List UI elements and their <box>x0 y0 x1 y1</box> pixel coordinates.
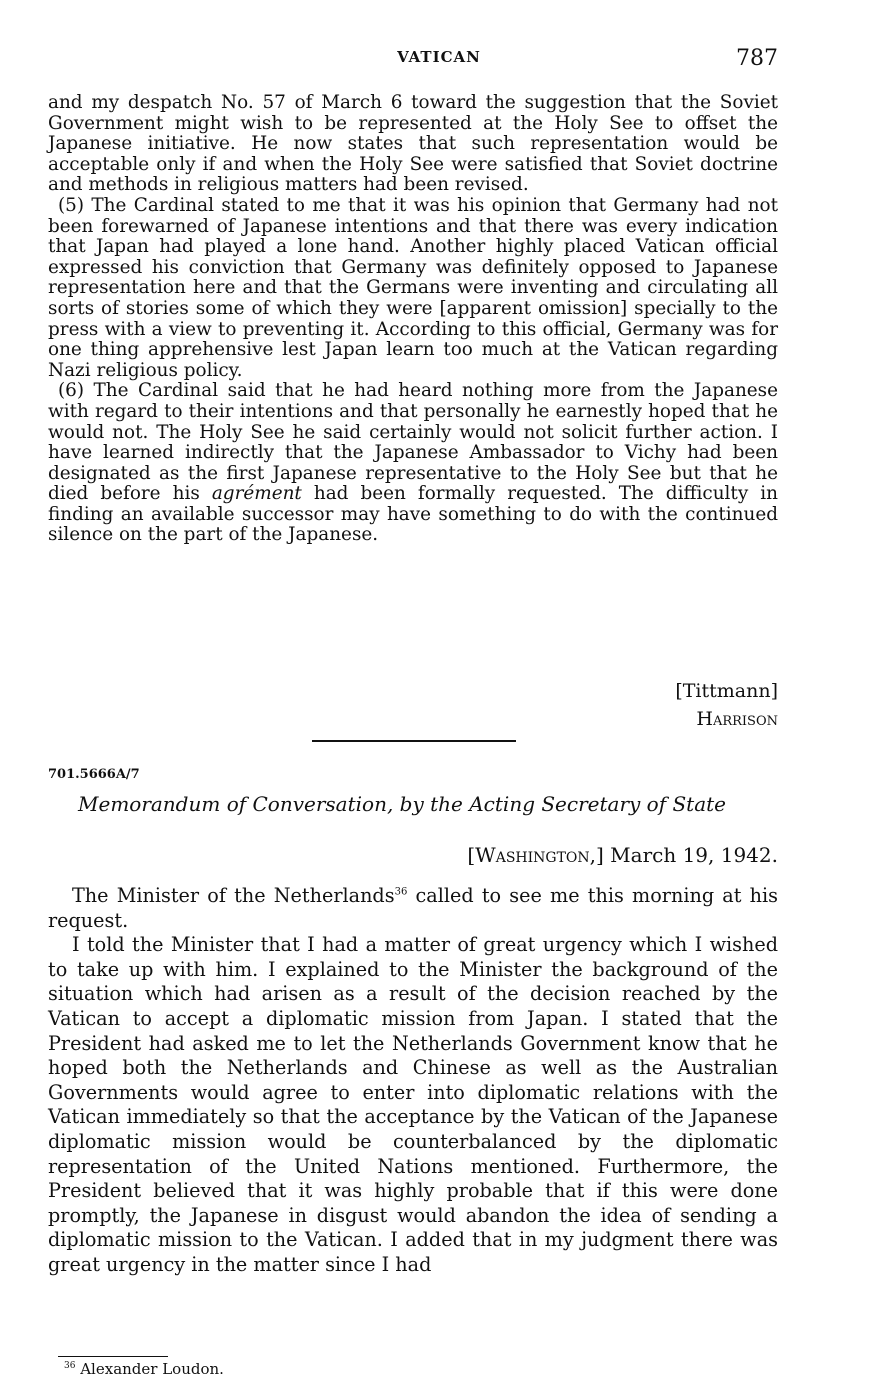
footnote-rule <box>58 1356 168 1357</box>
section-divider <box>312 740 516 742</box>
italic-term: agrément <box>211 483 302 505</box>
memo-paragraph-2: I told the Minister that I had a matter of great urgency which I wished to take up with him. I explained to the Minister the background of the situation which had arisen as a result of the decision reached by the Vatican to accept a diplomatic mission from Japan. I stated that the President had asked me to let the Netherlands Government know that he hoped both the Netherlands and Chinese as well as the Australian Governments would agree to enter into diplomatic relations with the Vatican immediately so that the acceptance by the Vatican of the Japanese diplomatic mission would be counterbalanced by the diplomatic representation of the United Nations mentioned. Furthermore, the President believed that it was highly probable that if this were done promptly, the Japanese in disgust would abandon the idea of sending a diplomatic mission to the Vatican. I added that in my judgment there was great urgency in the matter since I had <box>48 933 778 1276</box>
document-number: 701.5666A/7 <box>48 767 140 782</box>
dateline <box>467 843 778 867</box>
memo-paragraph-1-end: called to see me this morning at his request. <box>48 884 778 932</box>
dateline-date: March 19, 1942. <box>603 843 778 867</box>
footnote-reference: 36 <box>394 886 408 898</box>
memo-paragraph-1 <box>48 884 778 933</box>
paragraph-5: (5) The Cardinal stated to me that it was his opinion that Germany had not been forewarned of Japanese intentions and that there was every indication that Japan had played a lone hand. Another highly placed Vatican official expressed his conviction that Germany was definitely opposed to Japanese representation here and that the Germans were inventing and circulating all sorts of stories some of which they were [apparent omission] specially to the press with a view to preventing it. According to this official, Germany was for one thing apprehensive lest Japan learn too much at the Vatican regarding Nazi religious policy. <box>48 194 778 381</box>
paragraph-continued: and my despatch No. 57 of March 6 toward the suggestion that the Soviet Government might wish to be represented at the Holy See to offset the Japanese initiative. He now states that such representation would be acceptable only if and when the Holy See were satisfied that Soviet doctrine and methods in religious matters had been revised. <box>48 92 778 196</box>
signature-tittmann: [Tittmann] <box>675 680 778 702</box>
paragraph-6 <box>48 381 778 546</box>
memo-title: Memorandum of Conversation, by the Acting Secretary of State <box>78 792 727 816</box>
paragraph-6-text: (6) The Cardinal said that he had heard nothing more from the Japanese with regard to their intentions and that personally he earnestly hoped that he would not. The Holy See he said certainly would not solicit further action. I have learned indirectly that the Japanese Ambassador to Vichy had been designated as the first Japanese representative to the Holy See but that he died before his <box>48 380 778 505</box>
signature-harrison: Harrison <box>696 708 778 730</box>
dateline-place: [Washington,] <box>467 843 604 867</box>
page-number: 787 <box>736 46 778 71</box>
footnote-number: 36 <box>64 1361 76 1371</box>
memo-paragraph-1-start: The Minister of the Netherlands <box>72 884 395 907</box>
despatch-text <box>48 93 778 546</box>
memo-text <box>48 884 778 1278</box>
running-head: VATICAN <box>397 48 481 66</box>
footnote-text: Alexander Loudon. <box>75 1360 224 1378</box>
paragraph-6-end: had been formally requested. The difficulty in finding an available successor may have something to do with the continued silence on the part of the Japanese. <box>48 483 778 546</box>
footnote <box>64 1360 224 1378</box>
